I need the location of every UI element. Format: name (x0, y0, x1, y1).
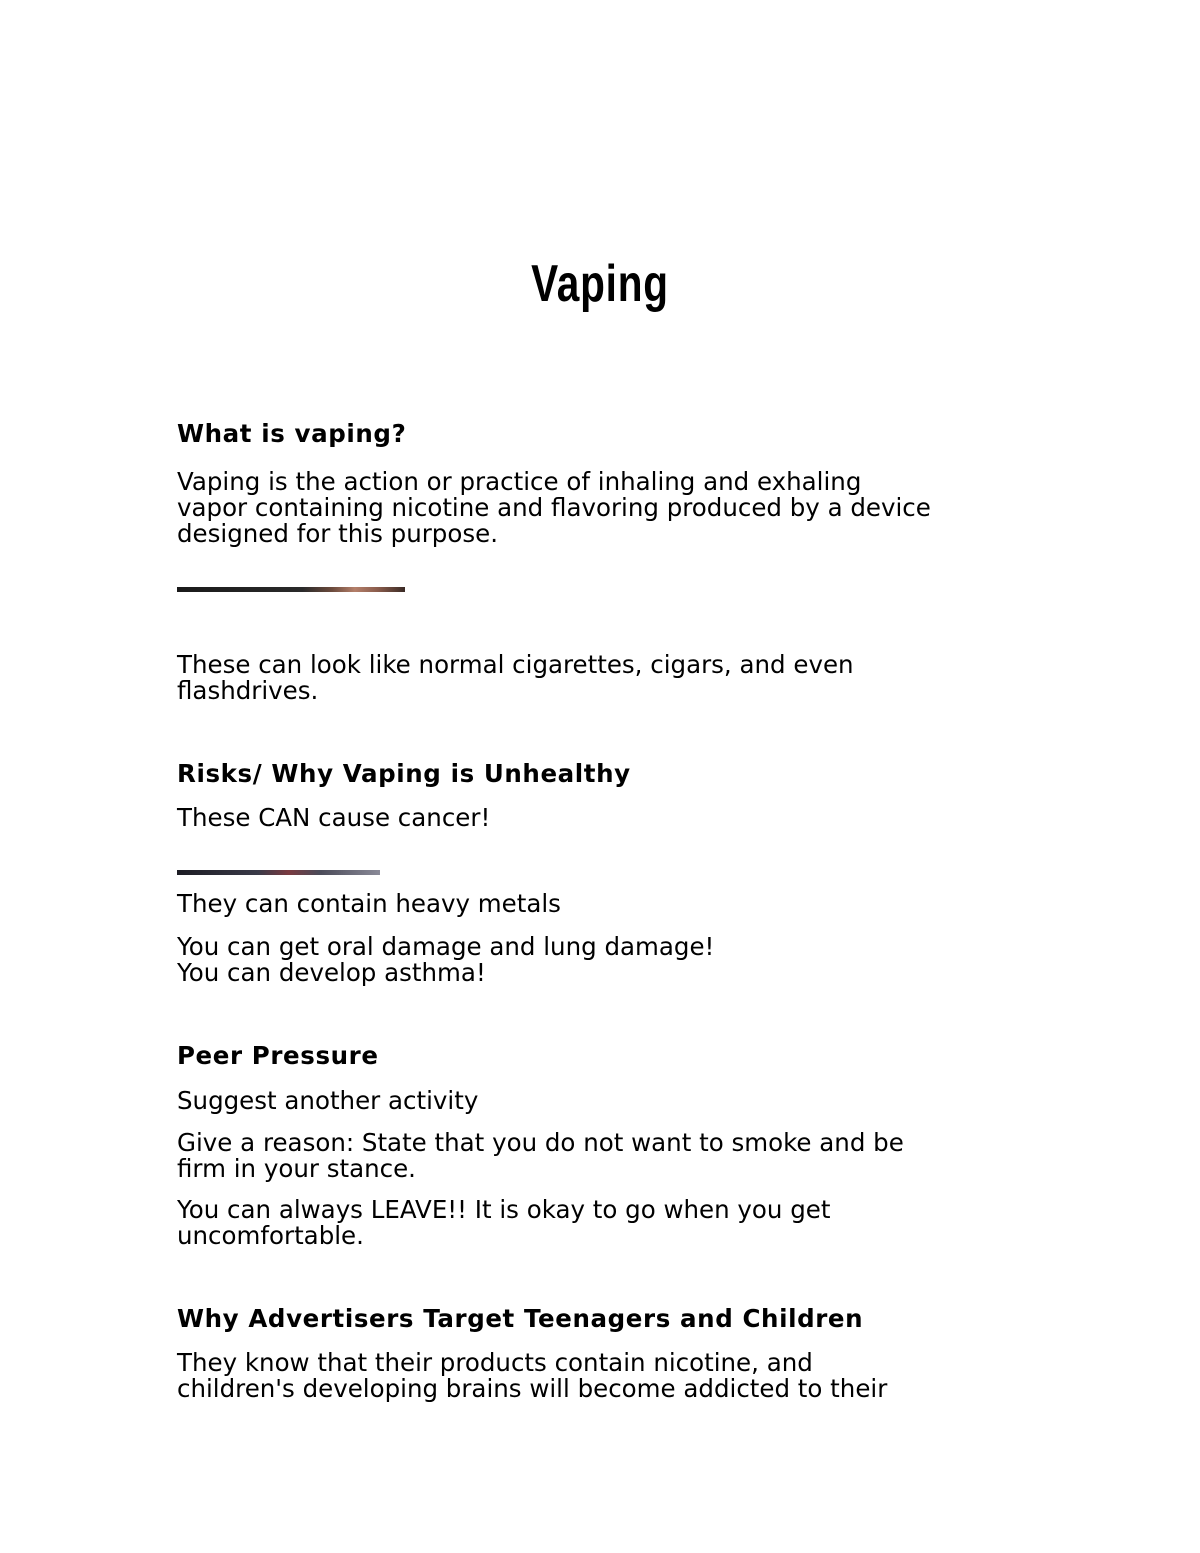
paragraph-definition (177, 469, 1037, 547)
paragraph-reason (177, 1130, 1037, 1182)
section-heading-advertisers: Why Advertisers Target Teenagers and Children (177, 1304, 864, 1333)
text-line: Vaping is the action or practice of inhaling and exhaling (177, 467, 862, 496)
text-line: You can always LEAVE!! It is okay to go when you get (177, 1195, 831, 1224)
paragraph-damage (177, 934, 1037, 986)
text-line: These CAN cause cancer! (177, 803, 491, 832)
text-line: They know that their products contain nicotine, and (177, 1348, 813, 1377)
section-heading-risks: Risks/ Why Vaping is Unhealthy (177, 759, 631, 788)
paragraph-leave (177, 1197, 1037, 1249)
text-line: firm in your stance. (177, 1154, 416, 1183)
text-line: Give a reason: State that you do not want to smoke and be (177, 1128, 904, 1157)
section-heading-what-is-vaping: What is vaping? (177, 419, 407, 448)
text-line: uncomfortable. (177, 1221, 364, 1250)
paragraph-appearance (177, 652, 1037, 704)
text-line: designed for this purpose. (177, 519, 498, 548)
text-line: flashdrives. (177, 676, 319, 705)
section-heading-peer-pressure: Peer Pressure (177, 1041, 379, 1070)
text-line: You can develop asthma! (177, 958, 486, 987)
vape-device-image (177, 587, 405, 592)
paragraph-cancer (177, 805, 1037, 831)
document-title: Vaping (531, 255, 669, 313)
paragraph-suggest (177, 1088, 1037, 1114)
paragraph-advertisers (177, 1350, 1037, 1402)
text-line: Suggest another activity (177, 1086, 479, 1115)
text-line: vapor containing nicotine and flavoring produced by a device (177, 493, 931, 522)
text-line: These can look like normal cigarettes, cigars, and even (177, 650, 854, 679)
vape-smoke-image (177, 870, 380, 875)
paragraph-heavy-metals (177, 891, 1037, 917)
text-line: children's developing brains will become addicted to their (177, 1374, 888, 1403)
text-line: They can contain heavy metals (177, 889, 561, 918)
text-line: You can get oral damage and lung damage! (177, 932, 715, 961)
